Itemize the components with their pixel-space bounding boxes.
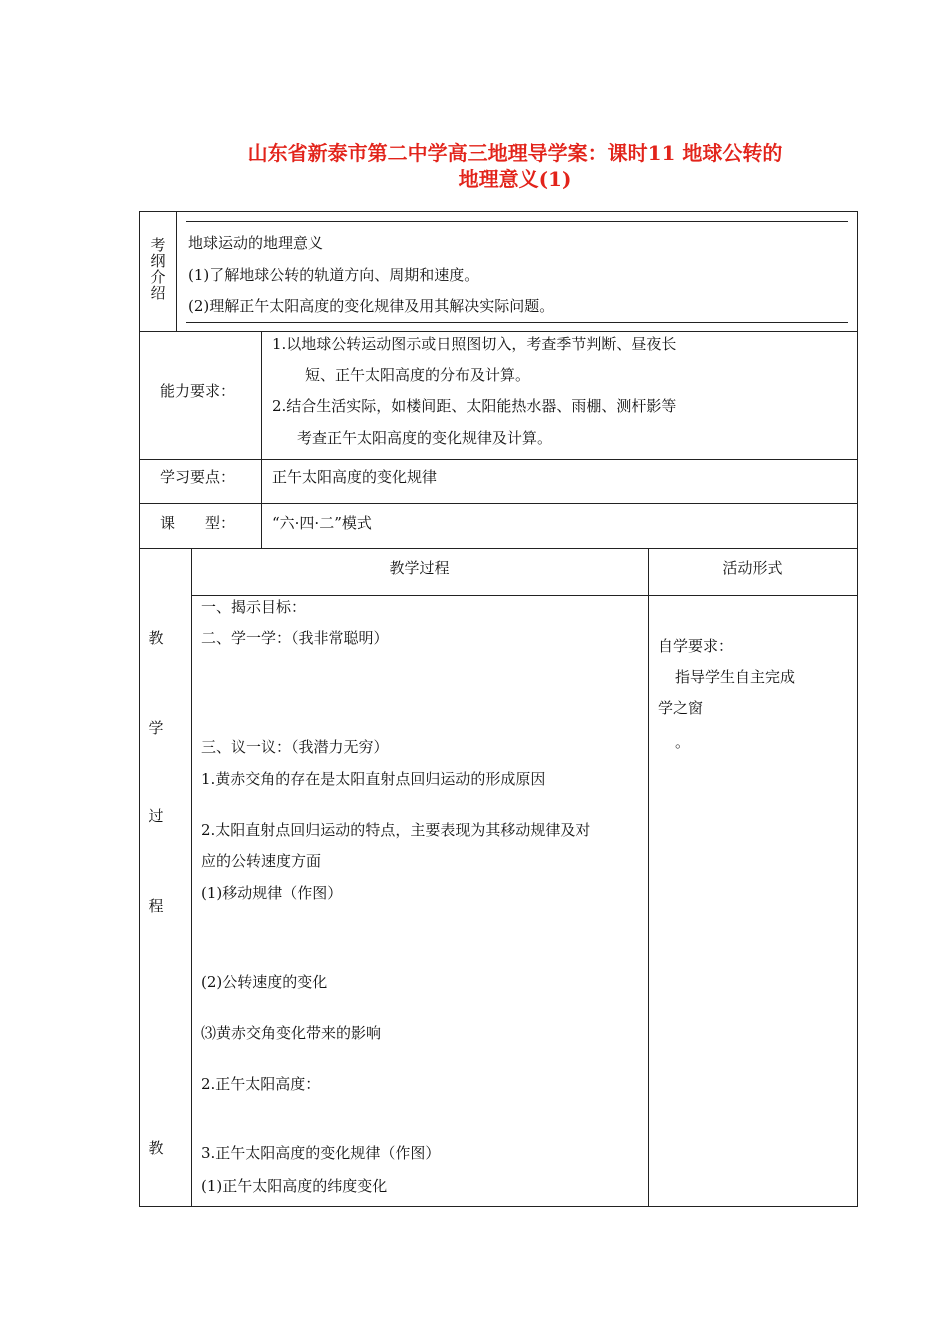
- syllabus-inner-top: [186, 221, 848, 222]
- ability-line: 2.结合生活实际，如楼间距、太阳能热水器、雨棚、测杆影等: [272, 397, 677, 415]
- syllabus-label-char: 绍: [150, 284, 166, 302]
- page-title-line-2: 地理意义(1): [458, 167, 572, 191]
- process-line: (2)公转速度的变化: [201, 973, 328, 991]
- process-side-char: 学: [148, 719, 164, 737]
- ability-label: 能力要求：: [160, 382, 236, 400]
- process-line: 3.正午太阳高度的变化规律（作图）: [201, 1144, 441, 1162]
- process-side-char: 程: [148, 897, 164, 915]
- activity-line: 指导学生自主完成: [675, 668, 796, 686]
- syllabus-line: (2)理解正午太阳高度的变化规律及用其解决实际问题。: [188, 297, 555, 315]
- syllabus-label-char: 介: [150, 268, 166, 286]
- activity-line: 学之窗: [658, 699, 704, 717]
- syllabus-divider: [176, 211, 177, 331]
- syllabus-label-char: 纲: [150, 252, 166, 270]
- table-right-border: [857, 211, 858, 1207]
- process-header: 教学过程: [389, 559, 450, 577]
- process-line: 一、揭示目标：: [201, 598, 307, 616]
- process-side-divider: [191, 548, 192, 1206]
- process-line: 1.黄赤交角的存在是太阳直射点回归运动的形成原因: [201, 770, 546, 788]
- activity-header: 活动形式: [722, 559, 783, 577]
- label-divider: [261, 331, 262, 548]
- process-side-char: 过: [148, 807, 164, 825]
- activity-line: 自学要求：: [658, 637, 734, 655]
- syllabus-inner-bottom: [186, 322, 848, 323]
- row-divider-3: [139, 503, 858, 504]
- syllabus-label-char: 考: [150, 236, 166, 254]
- row-divider-2: [139, 459, 858, 460]
- ability-line: 短、正午太阳高度的分布及计算。: [305, 366, 531, 384]
- process-line: 应的公转速度方面: [201, 852, 322, 870]
- table-bottom-border: [139, 1206, 858, 1207]
- table-top-border: [139, 211, 858, 212]
- process-activity-divider: [648, 548, 649, 1206]
- process-line: ⑶黄赤交角变化带来的影响: [201, 1024, 382, 1042]
- key-points-label: 学习要点：: [160, 468, 236, 486]
- page-title-line-1: 山东省新泰市第二中学高三地理导学案：课时11 地球公转的: [247, 141, 783, 165]
- lesson-type-label: 课 型：: [160, 514, 236, 532]
- syllabus-line: 地球运动的地理意义: [188, 234, 324, 252]
- process-line: (1)移动规律（作图）: [201, 884, 343, 902]
- activity-line: 。: [675, 733, 691, 751]
- lesson-type-value: “六·四·二”模式: [272, 514, 372, 532]
- process-line: 2.太阳直射点回归运动的特点，主要表现为其移动规律及对: [201, 821, 591, 839]
- process-side-char: 教: [148, 1139, 164, 1157]
- table-left-border: [139, 211, 140, 1207]
- process-line: 2.正午太阳高度：: [201, 1075, 321, 1093]
- process-header-divider: [191, 595, 858, 596]
- ability-line: 考查正午太阳高度的变化规律及计算。: [297, 429, 553, 447]
- process-line: (1)正午太阳高度的纬度变化: [201, 1177, 388, 1195]
- row-divider-1: [139, 331, 858, 332]
- syllabus-line: (1)了解地球公转的轨道方向、周期和速度。: [188, 266, 480, 284]
- process-line: 三、议一议：（我潜力无穷）: [201, 738, 389, 756]
- process-line: 二、学一学：（我非常聪明）: [201, 629, 389, 647]
- key-points-value: 正午太阳高度的变化规律: [272, 468, 438, 486]
- ability-line: 1.以地球公转运动图示或日照图切入，考查季节判断、昼夜长: [272, 335, 677, 353]
- row-divider-4: [139, 548, 858, 549]
- process-side-char: 教: [148, 629, 164, 647]
